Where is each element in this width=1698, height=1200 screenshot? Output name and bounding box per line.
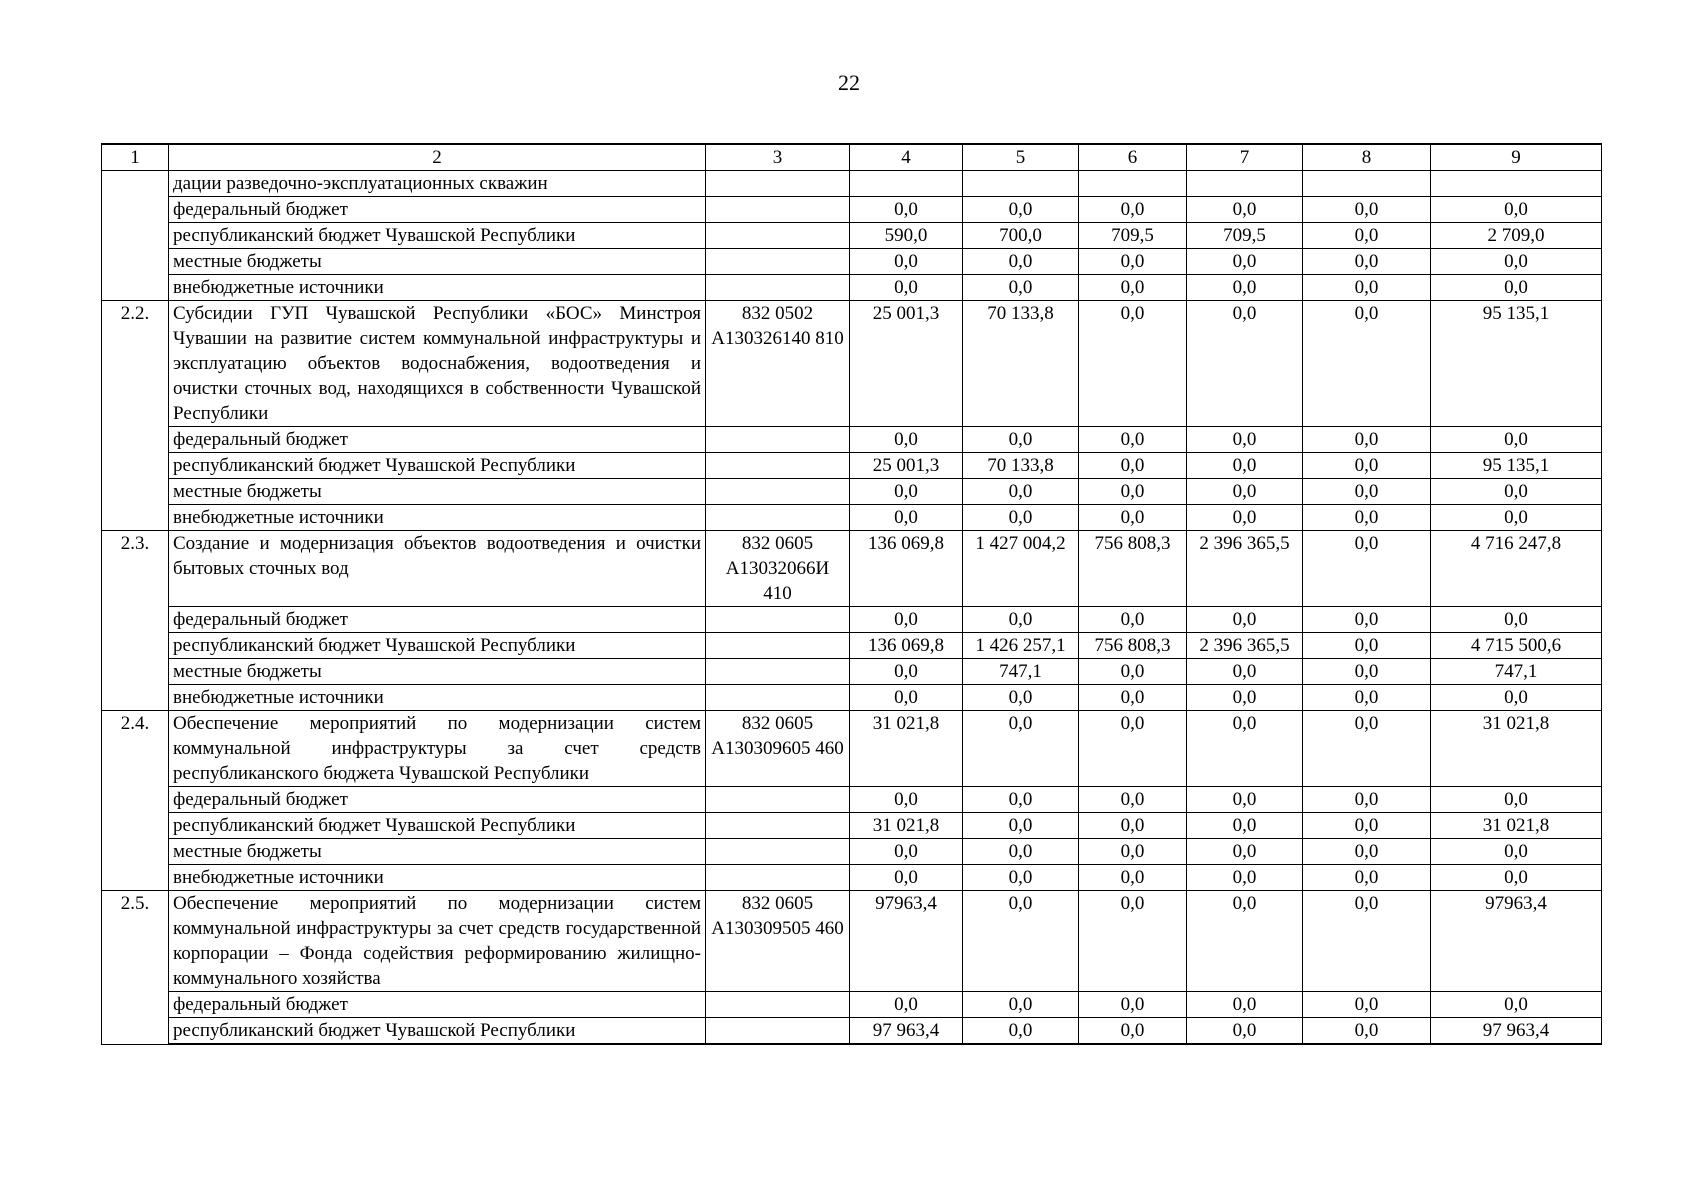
value-cell: 0,0 <box>1079 249 1187 275</box>
value-cell: 0,0 <box>1303 839 1431 865</box>
value-cell: 0,0 <box>1303 197 1431 223</box>
value-cell: 31 021,8 <box>1431 711 1602 787</box>
budget-code: 832 0605 А130309605 460 <box>706 711 850 787</box>
value-cell: 756 808,3 <box>1079 531 1187 607</box>
measure-number: 2.3. <box>102 531 169 711</box>
value-cell: 97 963,4 <box>850 1018 963 1045</box>
value-cell: 0,0 <box>850 197 963 223</box>
value-cell: 0,0 <box>1187 249 1303 275</box>
value-cell: 0,0 <box>1431 607 1602 633</box>
value-cell: 1 427 004,2 <box>963 531 1079 607</box>
column-header: 5 <box>963 144 1079 171</box>
funding-source-label: федеральный бюджет <box>169 992 706 1018</box>
budget-code <box>706 992 850 1018</box>
value-cell: 0,0 <box>1079 992 1187 1018</box>
column-number-row <box>102 144 1602 171</box>
table-row-source <box>102 453 1602 479</box>
value-cell: 2 709,0 <box>1431 223 1602 249</box>
budget-code <box>706 659 850 685</box>
value-cell: 0,0 <box>1079 453 1187 479</box>
funding-source-label: местные бюджеты <box>169 839 706 865</box>
value-cell: 700,0 <box>963 223 1079 249</box>
table-row-source <box>102 685 1602 711</box>
column-header: 6 <box>1079 144 1187 171</box>
budget-code <box>706 813 850 839</box>
value-cell: 709,5 <box>1079 223 1187 249</box>
value-cell: 0,0 <box>1303 607 1431 633</box>
value-cell: 2 396 365,5 <box>1187 633 1303 659</box>
table-row-source <box>102 479 1602 505</box>
value-cell: 0,0 <box>1431 992 1602 1018</box>
funding-source-label: местные бюджеты <box>169 249 706 275</box>
value-cell: 0,0 <box>850 607 963 633</box>
value-cell: 0,0 <box>1187 505 1303 531</box>
funding-source-label: республиканский бюджет Чувашской Республики <box>169 813 706 839</box>
table-row-source <box>102 659 1602 685</box>
value-cell: 0,0 <box>1303 531 1431 607</box>
column-header: 7 <box>1187 144 1303 171</box>
value-cell: 0,0 <box>850 839 963 865</box>
value-cell: 0,0 <box>1187 427 1303 453</box>
budget-code <box>706 197 850 223</box>
value-cell: 0,0 <box>1187 839 1303 865</box>
value-cell: 0,0 <box>963 865 1079 891</box>
table-body <box>102 144 1602 1044</box>
table-row-source <box>102 787 1602 813</box>
value-cell: 0,0 <box>1303 633 1431 659</box>
value-cell: 0,0 <box>850 659 963 685</box>
table-row-measure <box>102 531 1602 607</box>
budget-code: 832 0502 А130326140 810 <box>706 301 850 427</box>
value-cell: 0,0 <box>1431 839 1602 865</box>
measure-title: Обеспечение мероприятий по модернизации систем коммунальной инфраструктуры за счет средств республиканского бюджета Чувашской Республики <box>169 711 706 787</box>
table-row-source <box>102 633 1602 659</box>
funding-source-label: республиканский бюджет Чувашской Республики <box>169 223 706 249</box>
value-cell: 0,0 <box>963 479 1079 505</box>
budget-table <box>101 143 1602 1045</box>
funding-source-label: внебюджетные источники <box>169 865 706 891</box>
budget-code <box>706 787 850 813</box>
value-cell: 95 135,1 <box>1431 301 1602 427</box>
table-row-source <box>102 427 1602 453</box>
value-cell: 0,0 <box>1079 275 1187 301</box>
value-cell: 136 069,8 <box>850 531 963 607</box>
value-cell: 2 396 365,5 <box>1187 531 1303 607</box>
value-cell: 0,0 <box>1303 301 1431 427</box>
table-row-source <box>102 223 1602 249</box>
value-cell: 0,0 <box>1303 505 1431 531</box>
value-cell: 0,0 <box>1079 787 1187 813</box>
page-number: 22 <box>838 70 860 95</box>
value-cell: 0,0 <box>1303 865 1431 891</box>
budget-code <box>706 249 850 275</box>
funding-source-label: внебюджетные источники <box>169 505 706 531</box>
value-cell: 0,0 <box>1303 223 1431 249</box>
value-cell <box>850 171 963 197</box>
column-header: 4 <box>850 144 963 171</box>
value-cell: 0,0 <box>1079 659 1187 685</box>
value-cell: 0,0 <box>963 249 1079 275</box>
value-cell: 0,0 <box>1187 711 1303 787</box>
value-cell: 0,0 <box>963 813 1079 839</box>
value-cell: 756 808,3 <box>1079 633 1187 659</box>
value-cell: 0,0 <box>1303 659 1431 685</box>
value-cell: 0,0 <box>1079 865 1187 891</box>
column-header: 3 <box>706 144 850 171</box>
value-cell <box>1079 171 1187 197</box>
table-row-source <box>102 607 1602 633</box>
funding-source-label: внебюджетные источники <box>169 275 706 301</box>
budget-code <box>706 1018 850 1045</box>
budget-code: 832 0605 А130309505 460 <box>706 891 850 992</box>
value-cell: 0,0 <box>850 865 963 891</box>
value-cell: 0,0 <box>850 249 963 275</box>
budget-code <box>706 633 850 659</box>
table-row-measure <box>102 301 1602 427</box>
value-cell: 0,0 <box>850 787 963 813</box>
value-cell: 31 021,8 <box>1431 813 1602 839</box>
column-header: 9 <box>1431 144 1602 171</box>
funding-source-label: федеральный бюджет <box>169 787 706 813</box>
table-row-measure <box>102 171 1602 197</box>
value-cell: 0,0 <box>850 992 963 1018</box>
measure-title: дации разведочно-эксплуатационных скважин <box>169 171 706 197</box>
value-cell: 0,0 <box>1187 865 1303 891</box>
table-row-source <box>102 1018 1602 1045</box>
value-cell: 0,0 <box>850 685 963 711</box>
table-row-source <box>102 197 1602 223</box>
value-cell: 0,0 <box>963 607 1079 633</box>
value-cell: 0,0 <box>1431 275 1602 301</box>
value-cell: 25 001,3 <box>850 453 963 479</box>
value-cell: 0,0 <box>1079 607 1187 633</box>
value-cell <box>1431 171 1602 197</box>
budget-code <box>706 479 850 505</box>
measure-title: Обеспечение мероприятий по модернизации систем коммунальной инфраструктуры за счет средств государственной корпорации – Фонда содействия реформированию жилищно-коммунального хозяйства <box>169 891 706 992</box>
value-cell: 0,0 <box>1079 839 1187 865</box>
budget-code <box>706 275 850 301</box>
table-row-measure <box>102 891 1602 992</box>
value-cell: 0,0 <box>1187 453 1303 479</box>
value-cell: 97963,4 <box>850 891 963 992</box>
value-cell: 0,0 <box>1079 813 1187 839</box>
value-cell: 747,1 <box>963 659 1079 685</box>
value-cell: 0,0 <box>1079 711 1187 787</box>
budget-code <box>706 453 850 479</box>
funding-source-label: местные бюджеты <box>169 659 706 685</box>
column-header: 2 <box>169 144 706 171</box>
value-cell: 590,0 <box>850 223 963 249</box>
table-row-source <box>102 992 1602 1018</box>
value-cell: 0,0 <box>1079 505 1187 531</box>
value-cell <box>1187 171 1303 197</box>
value-cell: 0,0 <box>1431 685 1602 711</box>
value-cell: 1 426 257,1 <box>963 633 1079 659</box>
value-cell: 25 001,3 <box>850 301 963 427</box>
value-cell: 0,0 <box>1431 505 1602 531</box>
value-cell: 0,0 <box>1187 479 1303 505</box>
funding-source-label: внебюджетные источники <box>169 685 706 711</box>
value-cell: 0,0 <box>963 197 1079 223</box>
funding-source-label: федеральный бюджет <box>169 197 706 223</box>
value-cell: 0,0 <box>963 275 1079 301</box>
value-cell: 0,0 <box>1079 427 1187 453</box>
table-row-source <box>102 249 1602 275</box>
value-cell: 0,0 <box>1303 891 1431 992</box>
value-cell: 0,0 <box>1079 301 1187 427</box>
value-cell: 0,0 <box>1303 787 1431 813</box>
value-cell: 0,0 <box>1431 787 1602 813</box>
measure-title: Субсидии ГУП Чувашской Республики «БОС» Минстроя Чувашии на развитие систем коммунальной инфраструктуры и эксплуатацию объектов водоснабжения, водоотведения и очистки сточных вод, находящихся в собственности Чувашской Республики <box>169 301 706 427</box>
measure-number: 2.4. <box>102 711 169 891</box>
value-cell: 0,0 <box>963 505 1079 531</box>
funding-source-label: федеральный бюджет <box>169 607 706 633</box>
budget-code <box>706 171 850 197</box>
value-cell: 0,0 <box>1187 301 1303 427</box>
value-cell: 0,0 <box>1187 1018 1303 1045</box>
value-cell: 0,0 <box>850 427 963 453</box>
value-cell: 0,0 <box>1079 685 1187 711</box>
value-cell: 0,0 <box>1079 479 1187 505</box>
budget-code: 832 0605 А13032066И 410 <box>706 531 850 607</box>
budget-code <box>706 223 850 249</box>
value-cell: 0,0 <box>1187 197 1303 223</box>
value-cell: 0,0 <box>1187 275 1303 301</box>
value-cell: 0,0 <box>1079 1018 1187 1045</box>
value-cell: 0,0 <box>963 1018 1079 1045</box>
value-cell: 0,0 <box>1187 685 1303 711</box>
measure-number: 2.5. <box>102 891 169 1045</box>
table-row-source <box>102 813 1602 839</box>
measure-number: 2.2. <box>102 301 169 531</box>
measure-title: Создание и модернизация объектов водоотведения и очистки бытовых сточных вод <box>169 531 706 607</box>
value-cell: 0,0 <box>963 891 1079 992</box>
value-cell: 0,0 <box>1303 453 1431 479</box>
value-cell: 4 716 247,8 <box>1431 531 1602 607</box>
value-cell: 0,0 <box>1431 865 1602 891</box>
value-cell: 4 715 500,6 <box>1431 633 1602 659</box>
value-cell: 0,0 <box>1187 992 1303 1018</box>
value-cell: 0,0 <box>1431 249 1602 275</box>
table-row-measure <box>102 711 1602 787</box>
column-header: 8 <box>1303 144 1431 171</box>
funding-source-label: республиканский бюджет Чувашской Республики <box>169 453 706 479</box>
value-cell: 747,1 <box>1431 659 1602 685</box>
value-cell: 0,0 <box>963 427 1079 453</box>
table-row-source <box>102 839 1602 865</box>
table-row-source <box>102 865 1602 891</box>
value-cell: 0,0 <box>1303 275 1431 301</box>
value-cell <box>963 171 1079 197</box>
value-cell: 0,0 <box>963 685 1079 711</box>
value-cell <box>1303 171 1431 197</box>
funding-source-label: республиканский бюджет Чувашской Республики <box>169 1018 706 1045</box>
value-cell: 0,0 <box>1079 891 1187 992</box>
funding-source-label: местные бюджеты <box>169 479 706 505</box>
value-cell: 709,5 <box>1187 223 1303 249</box>
budget-code <box>706 865 850 891</box>
budget-code <box>706 505 850 531</box>
budget-code <box>706 607 850 633</box>
value-cell: 0,0 <box>963 787 1079 813</box>
value-cell: 0,0 <box>1303 813 1431 839</box>
value-cell: 0,0 <box>850 275 963 301</box>
value-cell: 70 133,8 <box>963 301 1079 427</box>
budget-code <box>706 427 850 453</box>
value-cell: 136 069,8 <box>850 633 963 659</box>
value-cell: 0,0 <box>963 839 1079 865</box>
value-cell: 0,0 <box>850 479 963 505</box>
value-cell: 97963,4 <box>1431 891 1602 992</box>
table-row-source <box>102 505 1602 531</box>
value-cell: 70 133,8 <box>963 453 1079 479</box>
value-cell: 0,0 <box>850 505 963 531</box>
measure-number <box>102 171 169 301</box>
value-cell: 0,0 <box>1303 1018 1431 1045</box>
value-cell: 97 963,4 <box>1431 1018 1602 1045</box>
value-cell: 0,0 <box>1303 249 1431 275</box>
value-cell: 0,0 <box>1187 891 1303 992</box>
value-cell: 0,0 <box>1303 992 1431 1018</box>
value-cell: 0,0 <box>1431 479 1602 505</box>
value-cell: 0,0 <box>1303 427 1431 453</box>
value-cell: 31 021,8 <box>850 813 963 839</box>
funding-source-label: республиканский бюджет Чувашской Республики <box>169 633 706 659</box>
value-cell: 0,0 <box>963 992 1079 1018</box>
value-cell: 0,0 <box>1187 813 1303 839</box>
value-cell: 0,0 <box>963 711 1079 787</box>
value-cell: 0,0 <box>1303 685 1431 711</box>
budget-code <box>706 685 850 711</box>
value-cell: 0,0 <box>1303 711 1431 787</box>
value-cell: 0,0 <box>1303 479 1431 505</box>
value-cell: 0,0 <box>1187 607 1303 633</box>
value-cell: 95 135,1 <box>1431 453 1602 479</box>
value-cell: 0,0 <box>1431 197 1602 223</box>
table-row-source <box>102 275 1602 301</box>
column-header: 1 <box>102 144 169 171</box>
value-cell: 0,0 <box>1079 197 1187 223</box>
value-cell: 0,0 <box>1187 787 1303 813</box>
value-cell: 0,0 <box>1187 659 1303 685</box>
budget-code <box>706 839 850 865</box>
funding-source-label: федеральный бюджет <box>169 427 706 453</box>
value-cell: 31 021,8 <box>850 711 963 787</box>
value-cell: 0,0 <box>1431 427 1602 453</box>
